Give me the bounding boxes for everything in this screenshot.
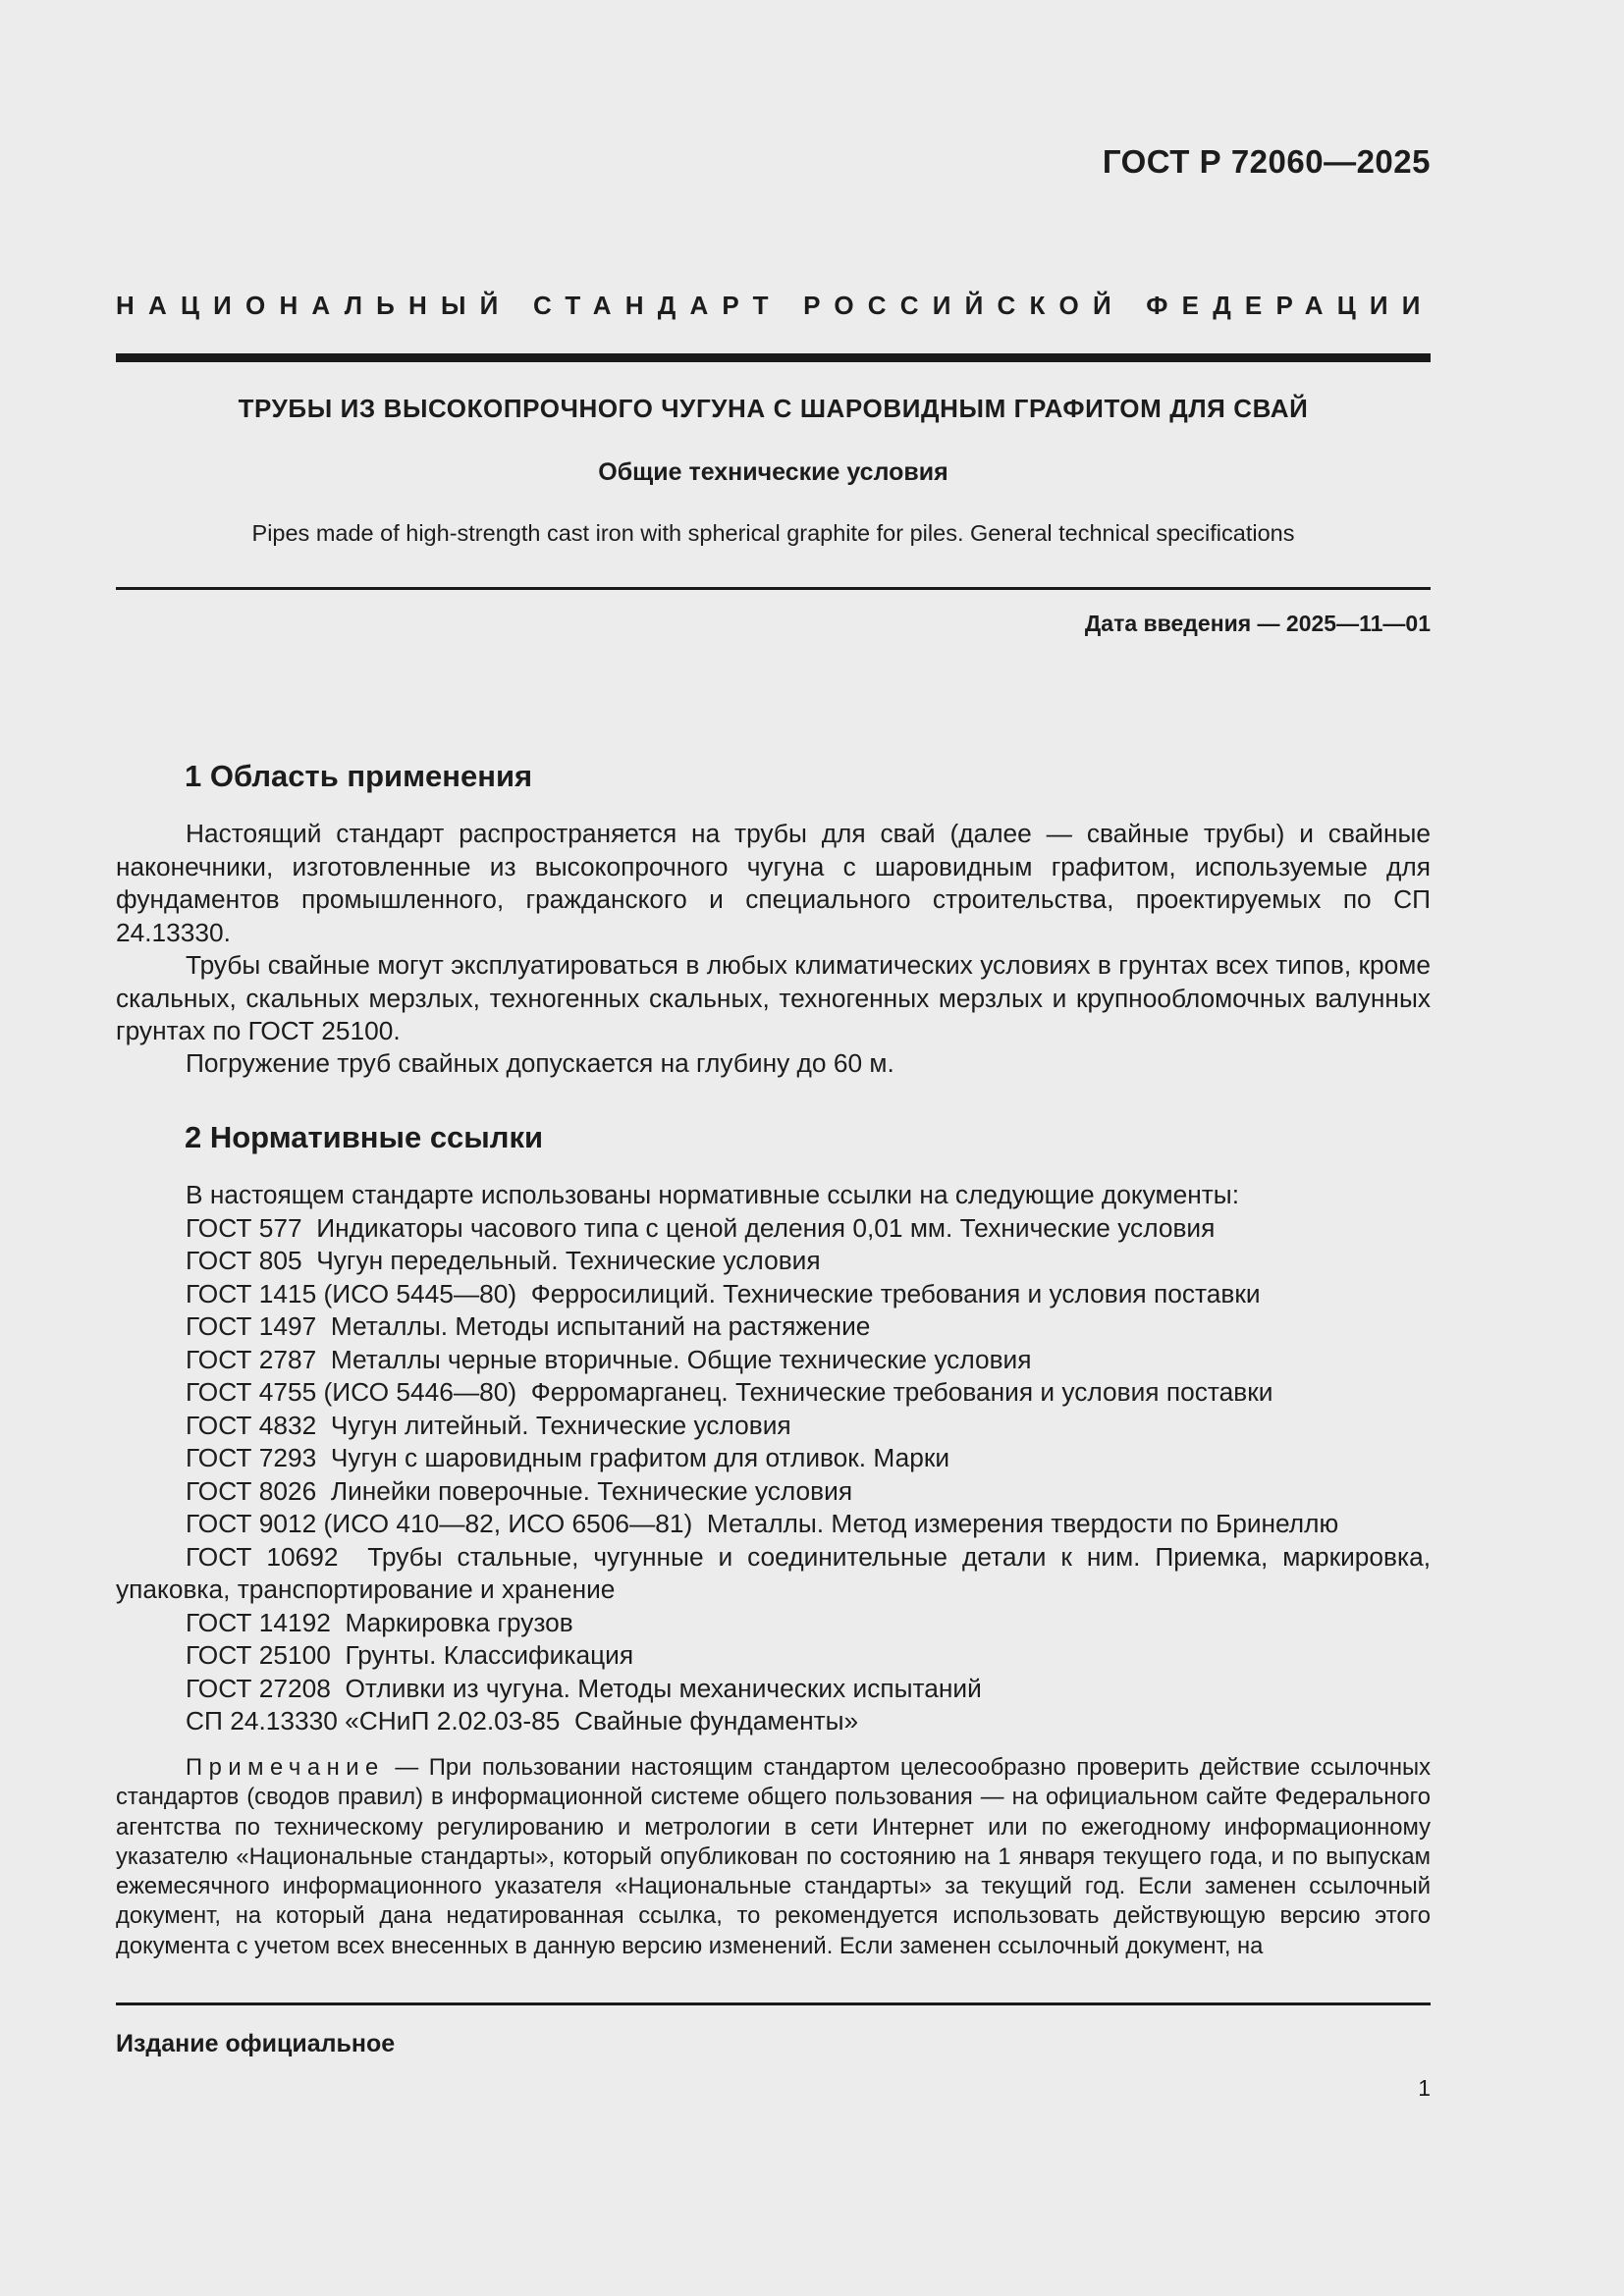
section-1-paragraph: Настоящий стандарт распространяется на трубы для свай (далее — свайные трубы) и свайные наконечники, изготовленные из высокопрочного чугуна с шаровидным графитом, используемые для фундаментов промышленного, гражданского и специального строительства, проектируемых по СП 24.13330. (116, 819, 1431, 947)
reference-item: ГОСТ 25100 Грунты. Классификация (186, 1640, 634, 1670)
references-intro: В настоящем стандарте использованы нормативные ссылки на следующие документы: (186, 1180, 1239, 1209)
reference-item: ГОСТ 577 Индикаторы часового типа с ценой деления 0,01 мм. Технические условия (186, 1212, 1216, 1243)
page-number: 1 (1418, 2075, 1431, 2101)
section-1-heading: 1 Область применения (185, 759, 533, 793)
reference-item: СП 24.13330 «СНиП 2.02.03-85 Свайные фундаменты» (186, 1706, 859, 1735)
reference-item: ГОСТ 805 Чугун передельный. Технические условия (186, 1246, 821, 1275)
introduction-date: Дата введения — 2025—11—01 (1084, 611, 1431, 636)
header-divider (116, 353, 1431, 362)
reference-item: ГОСТ 4832 Чугун литейный. Технические условия (186, 1410, 791, 1440)
section-1-paragraph: Погружение труб свайных допускается на глубину до 60 м. (186, 1048, 894, 1078)
note-label: Примечание (186, 1754, 385, 1781)
section-2-heading: 2 Нормативные ссылки (185, 1120, 544, 1154)
reference-item: ГОСТ 9012 (ИСО 410—82, ИСО 6506—81) Металлы. Метод измерения твердости по Бринеллю (186, 1509, 1339, 1538)
reference-item: ГОСТ 10692 Трубы стальные, чугунные и соединительные детали к ним. Приемка, маркировка, упаковка, транспортирование и хранение (116, 1541, 1438, 1604)
reference-item: ГОСТ 7293 Чугун с шаровидным графитом для отливок. Марки (186, 1443, 950, 1472)
reference-item: ГОСТ 8026 Линейки поверочные. Технические условия (186, 1475, 853, 1506)
document-subtitle: Общие технические условия (598, 458, 948, 486)
reference-item: ГОСТ 4755 (ИСО 5446—80) Ферромарганец. Технические требования и условия поставки (186, 1377, 1273, 1407)
national-standard-banner: НАЦИОНАЛЬНЫЙ СТАНДАРТ РОССИЙСКОЙ ФЕДЕРАЦИИ (116, 291, 1435, 320)
reference-item: ГОСТ 27208 Отливки из чугуна. Методы механических испытаний (186, 1673, 982, 1703)
english-title: Pipes made of high-strength cast iron with spherical graphite for piles. General technical specifications (251, 520, 1295, 546)
reference-item: ГОСТ 2787 Металлы черные вторичные. Общие технические условия (186, 1344, 1032, 1374)
reference-item: ГОСТ 1497 Металлы. Методы испытаний на растяжение (186, 1311, 871, 1341)
note-text: — При пользовании настоящим стандартом целесообразно проверить действие ссылочных стандартов (сводов правил) в информационной системе общего пользования — на официальном сайте Федерального агентства по техническому регулированию и метрологии в сети Интернет или по ежегодному информационному указателю «Национальные стандарты», который опубликован по состоянию на 1 января текущего года, и по выпускам ежемесячного информационного указателя «Национальные стандарты» за текущий год. Если заменен ссылочный документ, на который дана недатированная ссылка, то рекомендуется использовать действующую версию этого документа с учетом всех внесенных в данную версию изменений. Если заменен ссылочный документ, на (116, 1754, 1431, 1959)
title-divider (116, 587, 1431, 590)
section-1-paragraph: Трубы свайные могут эксплуатироваться в любых климатических условиях в грунтах всех типов, кроме скальных, скальных мерзлых, техногенных скальных, техногенных мерзлых и крупнообломочных валунных грунтах по ГОСТ 25100. (116, 950, 1431, 1045)
references-list (116, 1179, 1438, 1738)
official-edition-label: Издание официальное (116, 2030, 396, 2057)
document-number: ГОСТ Р 72060—2025 (1102, 143, 1431, 180)
references-note (116, 1753, 1431, 1961)
document-title: ТРУБЫ ИЗ ВЫСОКОПРОЧНОГО ЧУГУНА С ШАРОВИДНЫМ ГРАФИТОМ ДЛЯ СВАЙ (238, 394, 1309, 423)
reference-item: ГОСТ 1415 (ИСО 5445—80) Ферросилиций. Технические требования и условия поставки (186, 1278, 1261, 1308)
reference-item: ГОСТ 14192 Маркировка грузов (186, 1607, 573, 1637)
footer-divider (116, 2002, 1431, 2005)
